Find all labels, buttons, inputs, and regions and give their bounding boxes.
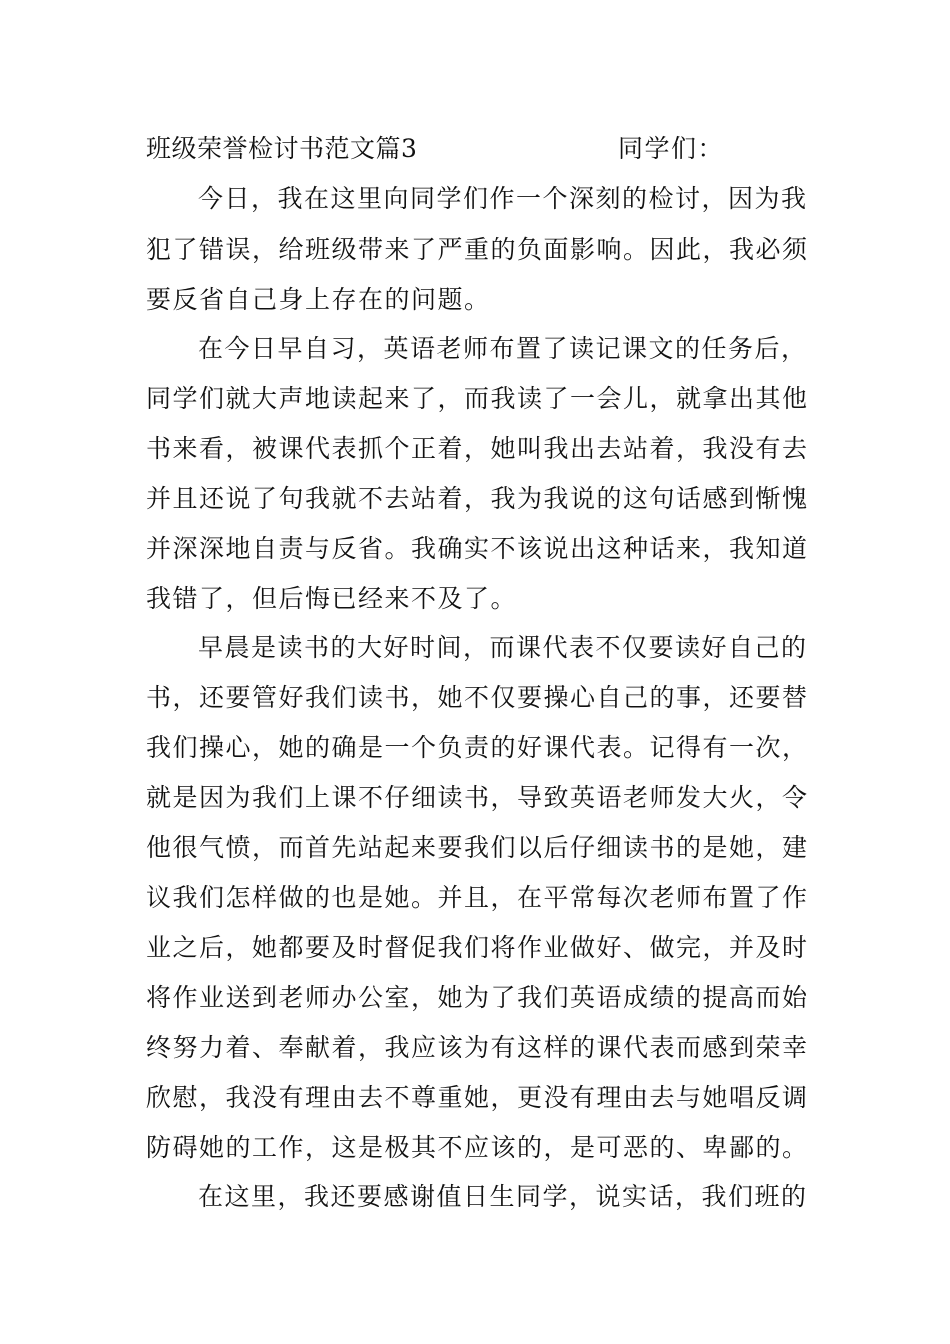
paragraph-line: 书来看，被课代表抓个正着，她叫我出去站着，我没有去: [146, 434, 809, 463]
document-title: 班级荣誉检讨书范文篇3: [146, 134, 418, 163]
paragraph-line: 在今日早自习，英语老师布置了读记课文的任务后，: [198, 334, 808, 363]
paragraph-line: 犯了错误，给班级带来了严重的负面影响。因此，我必须: [146, 235, 809, 264]
paragraph-line: 早晨是读书的大好时间，而课代表不仅要读好自己的: [198, 633, 808, 662]
salutation: 同学们：: [618, 134, 725, 163]
paragraph-line: 我们操心，她的确是一个负责的好课代表。记得有一次，: [146, 733, 809, 762]
paragraph-line: 书，还要管好我们读书，她不仅要操心自己的事，还要替: [146, 683, 809, 712]
paragraph-line: 今日，我在这里向同学们作一个深刻的检讨，因为我: [198, 184, 808, 213]
paragraph-line: 同学们就大声地读起来了，而我读了一会儿，就拿出其他: [146, 384, 809, 413]
paragraph-line: 议我们怎样做的也是她。并且，在平常每次老师布置了作: [146, 883, 809, 912]
paragraph-line: 并深深地自责与反省。我确实不该说出这种话来，我知道: [146, 534, 809, 563]
paragraph-line: 要反省自己身上存在的问题。: [146, 285, 491, 314]
paragraph-line: 将作业送到老师办公室，她为了我们英语成绩的提高而始: [146, 983, 809, 1012]
paragraph-line: 他很气愤，而首先站起来要我们以后仔细读书的是她，建: [146, 833, 809, 862]
heading-line: [146, 134, 806, 164]
paragraph-line: 防碍她的工作，这是极其不应该的，是可恶的、卑鄙的。: [146, 1133, 809, 1162]
paragraph-line: 我错了，但后悔已经来不及了。: [146, 584, 518, 613]
paragraph-line: 欣慰，我没有理由去不尊重她，更没有理由去与她唱反调: [146, 1083, 809, 1112]
paragraph-line: 并且还说了句我就不去站着，我为我说的这句话感到惭愧: [146, 484, 809, 513]
paragraph-line: 在这里，我还要感谢值日生同学，说实话，我们班的: [198, 1182, 808, 1211]
paragraph-line: 就是因为我们上课不仔细读书，导致英语老师发大火，令: [146, 783, 809, 812]
paragraph-line: 终努力着、奉献着，我应该为有这样的课代表而感到荣幸: [146, 1033, 809, 1062]
paragraph-line: 业之后，她都要及时督促我们将作业做好、做完，并及时: [146, 933, 809, 962]
